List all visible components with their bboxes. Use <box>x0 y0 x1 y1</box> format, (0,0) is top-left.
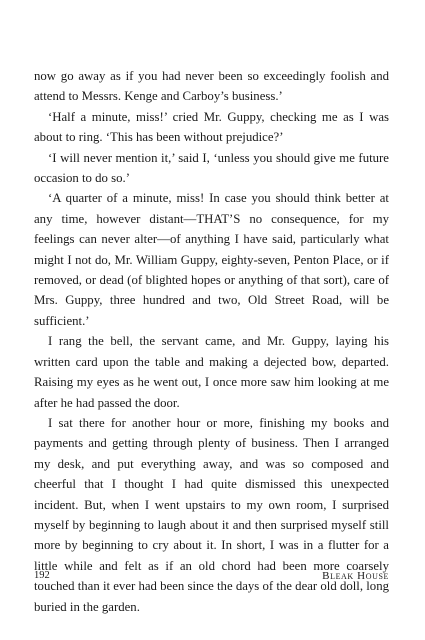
paragraph: I sat there for another hour or more, finishing my books and payments and getting through plenty of business. Then I arranged my desk, and put everything away, and was so composed and cheerful that I thought I had quite dismissed this unexpected incident. But, when I went upstairs to my own room, I surprised myself by beginning to laugh about it and then surprised myself still more by beginning to cry about it. In short, I was in a flutter for a little while and felt as if an old chord had been more coarsely touched than it ever had been since the days of the dear old doll, long buried in the garden. <box>34 415 390 614</box>
paragraph: now go away as if you had never been so exceedingly foolish and attend to Messrs. Kenge and Carboy’s business.’ <box>34 69 389 104</box>
running-title: Bleak House <box>322 570 389 582</box>
paragraph: ‘I will never mention it,’ said I, ‘unless you should give me future occasion to do so.’ <box>34 150 389 186</box>
paragraph: ‘Half a minute, miss!’ cried Mr. Guppy, checking me as I was about to ring. ‘This has been without prejudice?’ <box>34 109 389 145</box>
page-footer <box>34 570 389 586</box>
page-number: 192 <box>34 570 50 581</box>
paragraph: I rang the bell, the servant came, and Mr. Guppy, laying his written card upon the table and making a dejected bow, departed. Raising my eyes as he went out, I once more saw him looking at me after he had passed the door. <box>34 334 389 410</box>
paragraph: ‘A quarter of a minute, miss! In case you should think better at any time, however distant—THAT’S no consequence, for my feelings can never alter—of anything I have said, particularly what might I not do, Mr. William Guppy, eighty-seven, Penton Place, or if removed, or dead (of blighted hopes or anything of that sort), care of Mrs. Guppy, three hundred and two, Old Street Road, will be sufficient.’ <box>34 191 389 328</box>
body-text <box>34 66 389 617</box>
